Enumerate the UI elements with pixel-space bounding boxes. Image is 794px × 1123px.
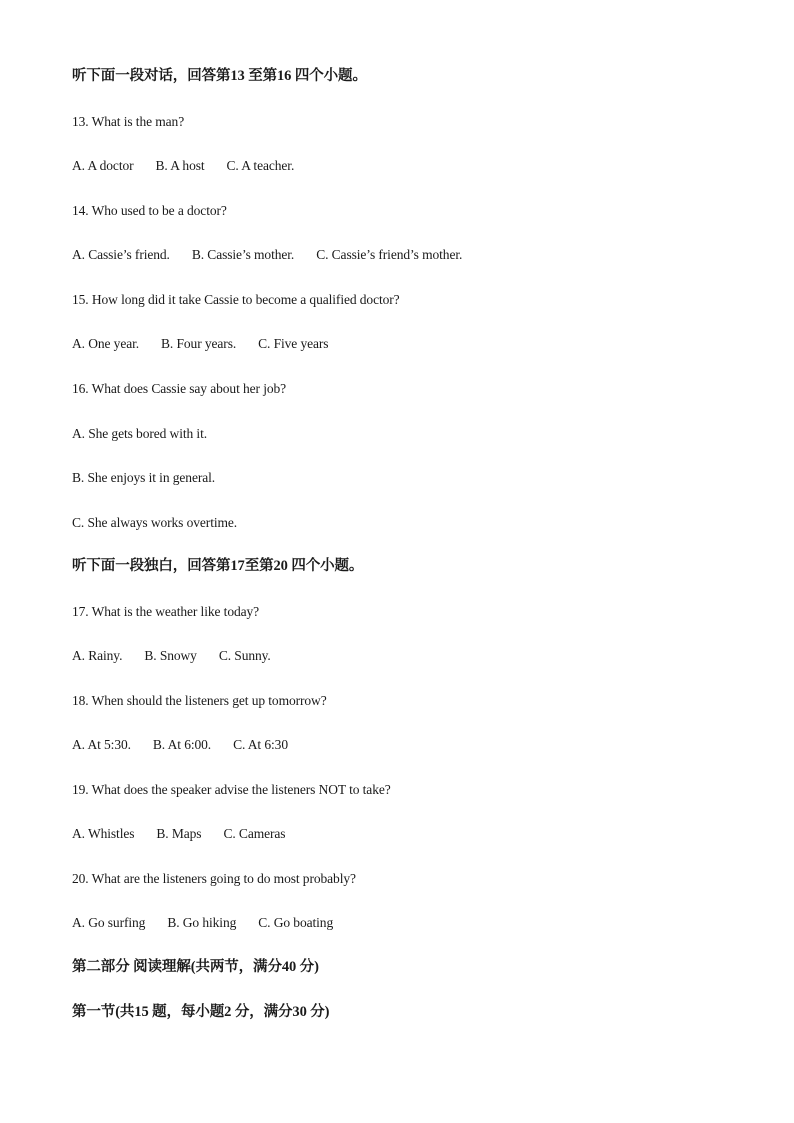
question-16-option-b: B. She enjoys it in general.: [72, 470, 216, 485]
question-19: 19. What does the speaker advise the listeners NOT to take?: [72, 782, 391, 797]
option-a: A. Go surfing: [72, 915, 146, 930]
question-14-options: [72, 246, 462, 264]
question-18: 18. When should the listeners get up tomorrow?: [72, 693, 327, 708]
option-b: B. Maps: [156, 826, 202, 841]
option-b: B. A host: [155, 158, 205, 173]
question-16-option-c: C. She always works overtime.: [72, 515, 238, 530]
question-15-options: [72, 335, 328, 353]
option-c: C. Go boating: [258, 915, 334, 930]
section-one-heading: 第一节(共15 题，每小题2 分，满分30 分): [72, 1004, 330, 1020]
option-a: A. Cassie’s friend.: [72, 247, 170, 262]
option-a: A. Rainy.: [72, 648, 123, 663]
option-b: B. Cassie’s mother.: [191, 247, 295, 262]
question-16-option-a: A. She gets bored with it.: [72, 426, 208, 441]
question-16: 16. What does Cassie say about her job?: [72, 381, 287, 396]
option-c: C. Five years: [258, 336, 329, 351]
option-a: A. Whistles: [72, 826, 135, 841]
option-b: B. Go hiking: [167, 915, 237, 930]
option-a: A. One year.: [72, 336, 140, 351]
question-19-options: [72, 825, 285, 843]
question-17-options: [72, 647, 271, 665]
question-18-options: [72, 736, 288, 754]
question-14: 14. Who used to be a doctor?: [72, 203, 227, 218]
question-15: 15. How long did it take Cassie to become a qualified doctor?: [72, 292, 400, 307]
section-heading-monologue: 听下面一段独白，回答第17至第20 四个小题。: [72, 558, 364, 574]
question-17: 17. What is the weather like today?: [72, 604, 260, 619]
question-20: 20. What are the listeners going to do most probably?: [72, 871, 356, 886]
option-b: B. Snowy: [144, 648, 197, 663]
option-c: C. A teacher.: [226, 158, 295, 173]
option-b: B. Four years.: [161, 336, 237, 351]
part-two-heading: 第二部分 阅读理解(共两节，满分40 分): [72, 959, 319, 975]
question-13-options: [72, 157, 294, 175]
option-a: A. A doctor: [72, 158, 134, 173]
option-c: C. Cassie’s friend’s mother.: [316, 247, 463, 262]
question-20-options: [72, 914, 333, 932]
option-c: C. Sunny.: [218, 648, 271, 663]
option-c: C. At 6:30: [233, 737, 288, 752]
option-c: C. Cameras: [223, 826, 286, 841]
question-13: 13. What is the man?: [72, 114, 185, 129]
option-b: B. At 6:00.: [152, 737, 212, 752]
option-a: A. At 5:30.: [72, 737, 131, 752]
section-heading-dialogue: 听下面一段对话，回答第13 至第16 四个小题。: [72, 68, 367, 84]
